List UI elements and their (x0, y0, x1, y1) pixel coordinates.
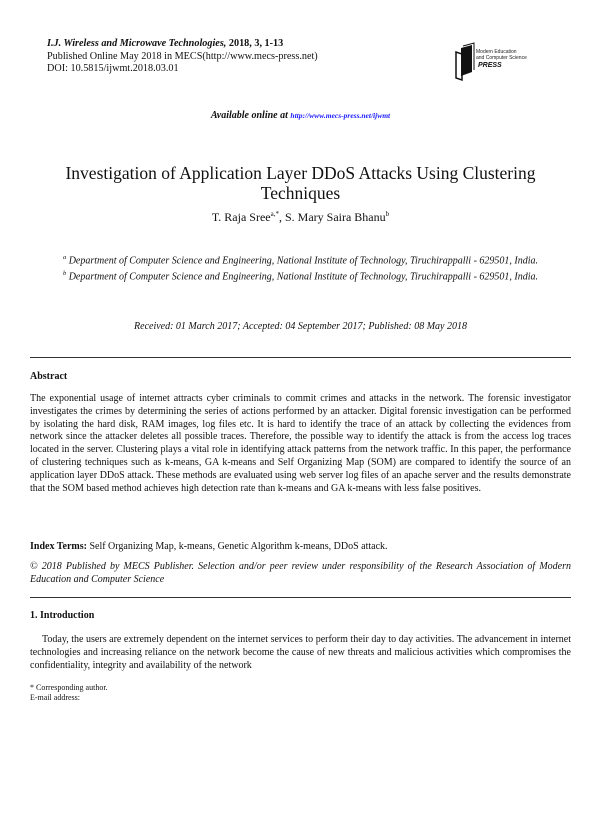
affiliations (35, 252, 566, 284)
aff-sup: a (62, 254, 67, 261)
abstract-text: The exponential usage of internet attracts cyber criminals to commit crimes and attacks in the network. The forensic investigator investigates the crimes by determining the series of actions performed by an attacker. Digital forensic investigation can be performed by isolating the hard disk, RAM images, log files etc. It is hard to identify the trace of an attack by collecting the evidences from network since the attacker deletes all possible traces. Therefore, the possible way to identify the attack is from the access log traces located in the server. Clustering plays a vital role in identifying attack patterns from the network traffic. In this paper, the performance of clustering techniques such as k-means, GA k-means and Self Organizing Map (SOM) are compared to identify the source of an application layer DDoS attack. These methods are evaluated using web server log files of an apache server and the results demonstrate that the SOM based method achieves high detection rate than k-means and GA k-means with less false positives. (30, 393, 571, 494)
divider (30, 357, 571, 358)
divider (30, 597, 571, 598)
author-1: T. Raja Sree (211, 210, 271, 224)
aff-sup: b (62, 269, 67, 277)
copyright: © 2018 Published by MECS Publisher. Selection and/or peer review under responsibility of the Research Association of Modern Education and Computer Science (30, 561, 571, 585)
aff-text: Department of Computer Science and Engineering, National Institute of Technology, Tiruchirappalli - 629501, India. (66, 255, 539, 267)
corresponding-author-note: * Corresponding author. (30, 683, 108, 692)
intro-heading: 1. Introduction (30, 610, 95, 621)
footnotes (30, 683, 108, 703)
index-terms (30, 541, 571, 554)
journal-issue: 2018, 3, 1-13 (226, 38, 284, 49)
published-line: Published Online May 2018 in MECS(http://www.mecs-press.net) (47, 50, 318, 62)
logo-press: PRESS (478, 62, 502, 69)
intro-text: Today, the users are extremely dependent on the internet services to perform their day to day activities. The advancement in internet technologies and increasing reliance on the network become the cause of new threats and malicious activities which compromises the confidentiality, integrity and availability of the network (30, 634, 571, 671)
affiliation-a (35, 252, 566, 268)
index-terms-text: Self Organizing Map, k-means, Genetic Algorithm k-means, DDoS attack. (86, 541, 388, 552)
journal-header (47, 38, 318, 76)
journal-link[interactable]: http://www.mecs-press.net/ijwmt (290, 111, 391, 120)
journal-name: I.J. Wireless and Microwave Technologies, (47, 38, 227, 49)
logo-line2: and Computer Science (476, 54, 527, 61)
affiliation-b (35, 268, 566, 284)
publisher-logo (452, 42, 562, 82)
author-2: S. Mary Saira Bhanu (284, 210, 386, 224)
available-online (0, 110, 601, 121)
logo-line1: Modern Education (476, 49, 517, 55)
available-label: Available online at (210, 110, 288, 121)
author-1-sup: a,* (270, 210, 279, 218)
received-dates: Received: 01 March 2017; Accepted: 04 September 2017; Published: 08 May 2018 (134, 321, 467, 332)
email-note: E-mail address: (30, 693, 80, 702)
doi: DOI: 10.5815/ijwmt.2018.03.01 (47, 63, 179, 74)
aff-text: Department of Computer Science and Engineering, National Institute of Technology, Tiruchirappalli - 629501, India. (66, 271, 539, 283)
abstract-heading: Abstract (30, 371, 68, 382)
author-2-sup: b (385, 210, 390, 218)
author-sep: , (278, 210, 285, 224)
book-icon (452, 42, 478, 82)
authors (0, 210, 601, 225)
paper-title: Investigation of Application Layer DDoS Attacks Using Clustering Techniques (65, 163, 536, 203)
index-terms-label: Index Terms: (30, 541, 87, 552)
